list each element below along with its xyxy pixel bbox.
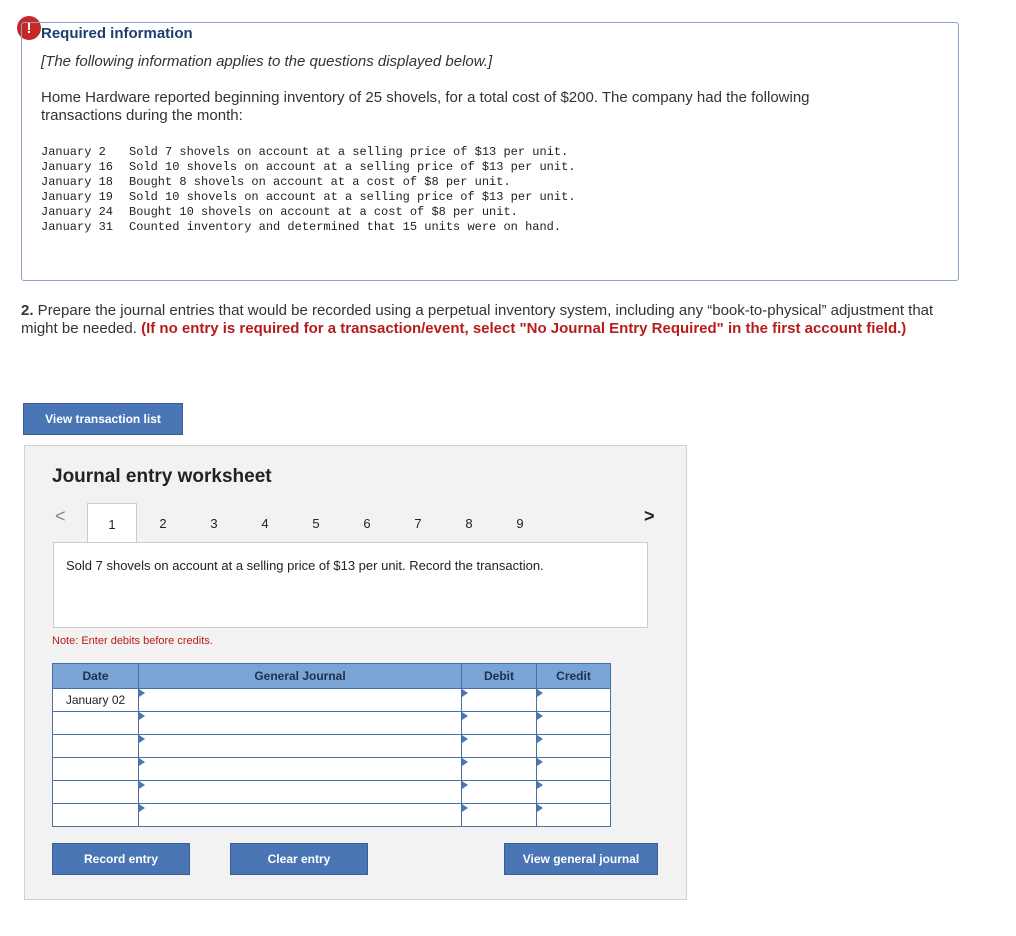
date-cell[interactable]: [53, 781, 139, 804]
journal-row: [53, 804, 611, 827]
transaction-text: Bought 8 shovels on account at a cost of $8 per unit.: [129, 175, 511, 189]
question-number: 2.: [21, 302, 34, 319]
tab-9[interactable]: 9: [516, 515, 524, 531]
debit-input[interactable]: [462, 712, 537, 735]
journal-table: [52, 663, 611, 827]
dropdown-marker-icon: [139, 689, 145, 697]
dropdown-marker-icon: [537, 804, 543, 812]
credit-input[interactable]: [537, 781, 611, 804]
dropdown-marker-icon: [537, 689, 543, 697]
credit-input[interactable]: [537, 804, 611, 827]
dropdown-marker-icon: [537, 758, 543, 766]
transaction-date: January 16: [41, 160, 114, 174]
transaction-row: [41, 175, 575, 190]
chevron-left-icon[interactable]: <: [55, 506, 66, 526]
debit-input[interactable]: [462, 689, 537, 712]
info-subtitle: [The following information applies to the questions displayed below.]: [41, 53, 493, 70]
dropdown-marker-icon: [537, 781, 543, 789]
view-general-journal-button[interactable]: View general journal: [504, 843, 658, 875]
chevron-right-icon[interactable]: >: [644, 506, 655, 526]
transaction-row: [41, 145, 575, 160]
exclamation-icon: !: [17, 16, 41, 40]
tab-5[interactable]: 5: [312, 515, 320, 531]
journal-row: [53, 712, 611, 735]
info-title: Required information: [41, 25, 193, 42]
transaction-text: Sold 7 shovels on account at a selling price of $13 per unit.: [129, 145, 569, 159]
tab-7[interactable]: 7: [414, 515, 422, 531]
date-cell[interactable]: [53, 712, 139, 735]
debit-input[interactable]: [462, 781, 537, 804]
account-select[interactable]: [139, 804, 462, 827]
transaction-date: January 18: [41, 175, 114, 189]
transaction-date: January 2: [41, 145, 106, 159]
tab-3[interactable]: 3: [210, 515, 218, 531]
general-journal-column-header: General Journal: [139, 664, 462, 689]
dropdown-marker-icon: [462, 712, 468, 720]
transaction-description: Sold 7 shovels on account at a selling price of $13 per unit. Record the transaction.: [66, 558, 544, 573]
transaction-description-box: [53, 542, 648, 628]
tab-2[interactable]: 2: [159, 515, 167, 531]
transaction-text: Sold 10 shovels on account at a selling price of $13 per unit.: [129, 160, 576, 174]
dropdown-marker-icon: [537, 712, 543, 720]
debit-credit-note: Note: Enter debits before credits.: [52, 635, 213, 647]
dropdown-marker-icon: [462, 689, 468, 697]
dropdown-marker-icon: [139, 712, 145, 720]
view-transaction-list-button[interactable]: View transaction list: [23, 403, 183, 435]
debit-input[interactable]: [462, 804, 537, 827]
account-select[interactable]: [139, 689, 462, 712]
account-select[interactable]: [139, 758, 462, 781]
dropdown-marker-icon: [537, 735, 543, 743]
transaction-date: January 31: [41, 220, 114, 234]
credit-input[interactable]: [537, 758, 611, 781]
dropdown-marker-icon: [462, 735, 468, 743]
transaction-row: [41, 190, 575, 205]
question-text: [21, 302, 961, 338]
date-column-header: Date: [53, 664, 139, 689]
dropdown-marker-icon: [139, 735, 145, 743]
tab-8[interactable]: 8: [465, 515, 473, 531]
transaction-row: [41, 160, 575, 175]
credit-input[interactable]: [537, 712, 611, 735]
transaction-list: [41, 145, 575, 235]
transaction-text: Sold 10 shovels on account at a selling price of $13 per unit.: [129, 190, 576, 204]
journal-header-row: [53, 664, 611, 689]
worksheet-title: Journal entry worksheet: [52, 466, 272, 487]
date-cell[interactable]: [53, 804, 139, 827]
question-body: Prepare the journal entries that would be recorded using a perpetual inventory system, including any “book-to-physical” adjustment that might be needed.: [21, 302, 934, 337]
dropdown-marker-icon: [462, 758, 468, 766]
journal-row: [53, 781, 611, 804]
dropdown-marker-icon: [139, 781, 145, 789]
transaction-text: Counted inventory and determined that 15 units were on hand.: [129, 220, 562, 234]
question-instruction: (If no entry is required for a transaction/event, select "No Journal Entry Required" in the first account field.): [141, 320, 907, 337]
journal-row: [53, 758, 611, 781]
date-cell[interactable]: January 02: [53, 689, 139, 712]
credit-input[interactable]: [537, 689, 611, 712]
debit-input[interactable]: [462, 758, 537, 781]
tab-6[interactable]: 6: [363, 515, 371, 531]
transaction-text: Bought 10 shovels on account at a cost of $8 per unit.: [129, 205, 518, 219]
account-select[interactable]: [139, 781, 462, 804]
info-description: Home Hardware reported beginning inventory of 25 shovels, for a total cost of $200. The company had the following transactions during the month:: [41, 89, 810, 124]
account-select[interactable]: [139, 735, 462, 758]
journal-row: [53, 689, 611, 712]
dropdown-marker-icon: [462, 781, 468, 789]
transaction-date: January 24: [41, 205, 114, 219]
credit-input[interactable]: [537, 735, 611, 758]
credit-column-header: Credit: [537, 664, 611, 689]
debit-column-header: Debit: [462, 664, 537, 689]
debit-input[interactable]: [462, 735, 537, 758]
clear-entry-button[interactable]: Clear entry: [230, 843, 368, 875]
dropdown-marker-icon: [462, 804, 468, 812]
transaction-row: [41, 220, 575, 235]
dropdown-marker-icon: [139, 804, 145, 812]
transaction-row: [41, 205, 575, 220]
record-entry-button[interactable]: Record entry: [52, 843, 190, 875]
account-select[interactable]: [139, 712, 462, 735]
journal-row: [53, 735, 611, 758]
date-cell[interactable]: [53, 735, 139, 758]
dropdown-marker-icon: [139, 758, 145, 766]
transaction-date: January 19: [41, 190, 114, 204]
tab-1[interactable]: 1: [87, 503, 137, 544]
tab-4[interactable]: 4: [261, 515, 269, 531]
date-cell[interactable]: [53, 758, 139, 781]
